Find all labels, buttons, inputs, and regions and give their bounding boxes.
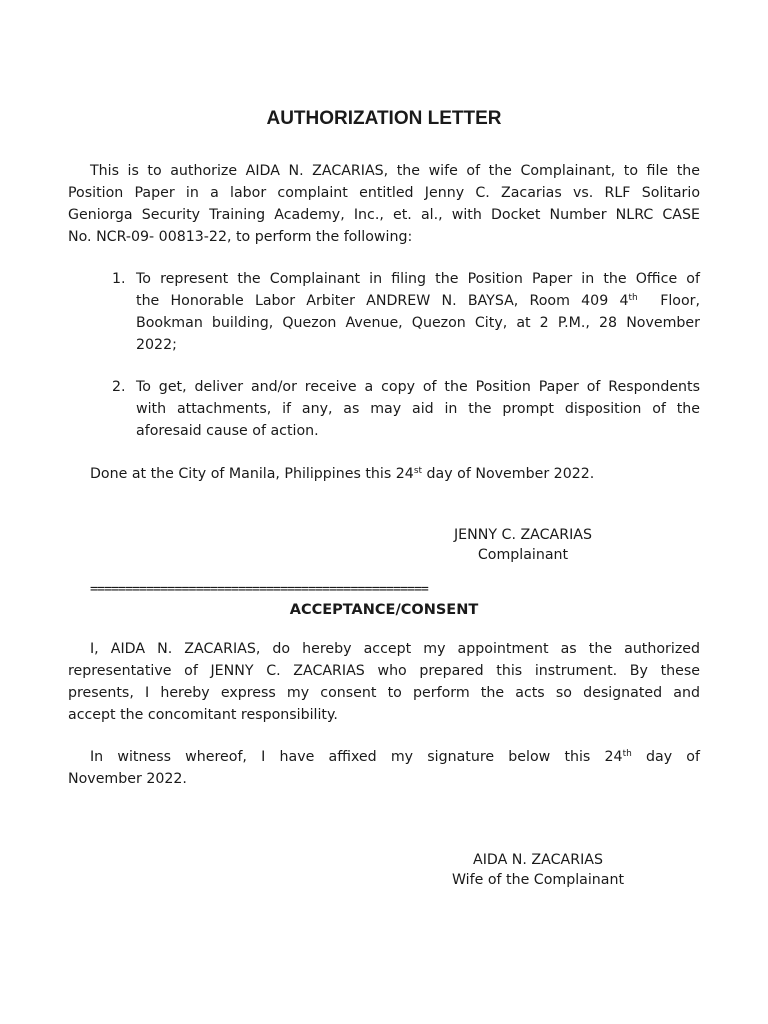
section-divider: ================================================ (90, 582, 428, 597)
list-item-number: 1. (112, 271, 126, 287)
list-item-1-line-2-end: Floor, (637, 293, 700, 309)
complainant-name: JENNY C. ZACARIAS (453, 527, 593, 543)
intro-paragraph (68, 160, 700, 248)
done-text-end: day of November 2022. (422, 466, 595, 482)
intro-line-4: No. NCR-09- 00813-22, to perform the following: (68, 229, 413, 245)
witness-line-2: November 2022. (68, 771, 187, 787)
complainant-role: Complainant (477, 547, 569, 563)
list-item-2 (112, 376, 700, 442)
document-title: AUTHORIZATION LETTER (266, 108, 502, 129)
acceptance-line-2: representative of JENNY C. ZACARIAS who prepared this instrument. By these (68, 663, 700, 679)
representative-signature-block (408, 850, 668, 890)
done-statement (68, 463, 700, 485)
acceptance-line-3: presents, I hereby express my consent to perform the acts so designated and (68, 685, 700, 701)
intro-line-3: Geniorga Security Training Academy, Inc., et. al., with Docket Number NLRC CASE (68, 207, 700, 223)
list-item-1-line-2 (136, 290, 700, 312)
acceptance-line-1: I, AIDA N. ZACARIAS, do hereby accept my appointment as the authorized (90, 641, 700, 657)
witness-text-end: day of (631, 749, 700, 765)
done-text: Done at the City of Manila, Philippines this 24 (90, 466, 414, 482)
ordinal-suffix: th (622, 749, 632, 759)
list-item-1-line-2-text: the Honorable Labor Arbiter ANDREW N. BAYSA, Room 409 4 (136, 293, 629, 309)
acceptance-line-4: accept the concomitant responsibility. (68, 707, 338, 723)
complainant-signature-block (418, 525, 628, 565)
representative-name: AIDA N. ZACARIAS (473, 852, 603, 868)
list-item-1-line-3: Bookman building, Quezon Avenue, Quezon City, at 2 P.M., 28 November (136, 315, 700, 331)
document-page (68, 0, 700, 1024)
ordinal-suffix: st (413, 466, 423, 476)
list-item-2-line-2: with attachments, if any, as may aid in the prompt disposition of the (136, 401, 700, 417)
intro-line-2: Position Paper in a labor complaint entitled Jenny C. Zacarias vs. RLF Solitario (68, 185, 700, 201)
witness-line-1 (68, 746, 700, 768)
witness-paragraph (68, 746, 700, 790)
ordinal-suffix: th (628, 293, 638, 303)
list-item-2-line-1: To get, deliver and/or receive a copy of the Position Paper of Respondents (136, 379, 700, 395)
list-item-1-line-4: 2022; (136, 337, 177, 353)
list-item-number: 2. (112, 379, 126, 395)
acceptance-title: ACCEPTANCE/CONSENT (289, 602, 479, 618)
list-item-1 (112, 268, 700, 356)
intro-line-1: This is to authorize AIDA N. ZACARIAS, the wife of the Complainant, to file the (90, 163, 700, 179)
representative-role: Wife of the Complainant (451, 872, 625, 888)
list-item-1-line-1: To represent the Complainant in filing the Position Paper in the Office of (136, 271, 700, 287)
witness-text: In witness whereof, I have affixed my signature below this 24 (90, 749, 623, 765)
list-item-2-line-3: aforesaid cause of action. (136, 423, 319, 439)
acceptance-paragraph (68, 638, 700, 726)
